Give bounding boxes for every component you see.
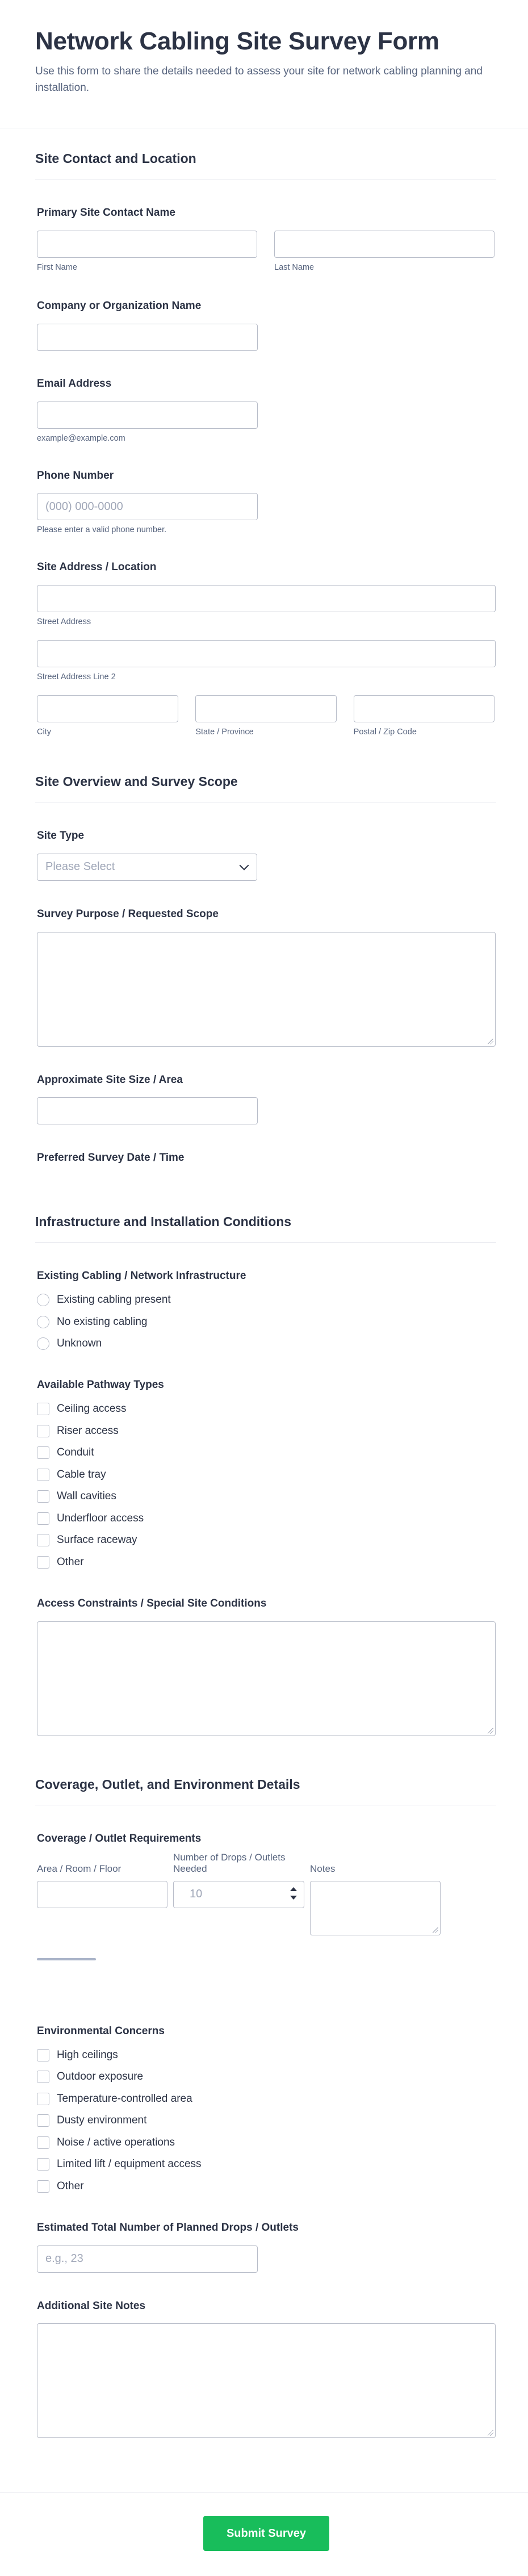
email-field xyxy=(35,377,496,443)
field-label: Additional Site Notes xyxy=(37,2299,146,2312)
option-label: Ceiling access xyxy=(57,1403,127,1415)
area-room-input[interactable] xyxy=(37,1881,167,1908)
total-drops-field xyxy=(35,2221,496,2273)
option-label: Noise / active operations xyxy=(57,2136,175,2148)
checkbox[interactable] xyxy=(37,1469,49,1481)
checkbox[interactable] xyxy=(37,2114,49,2127)
access-constraints-field xyxy=(35,1597,496,1736)
checkbox[interactable] xyxy=(37,1425,49,1437)
checkbox[interactable] xyxy=(37,2136,49,2149)
city-input[interactable] xyxy=(37,695,178,722)
select-placeholder: Please Select xyxy=(45,860,115,873)
total-drops-input[interactable]: e.g., 23 xyxy=(37,2245,258,2273)
drops-number-input[interactable] xyxy=(173,1881,304,1908)
checkbox-option[interactable] xyxy=(37,1398,495,1420)
field-label: Site Address / Location xyxy=(37,561,157,574)
option-label: Other xyxy=(57,2180,84,2192)
field-label: Email Address xyxy=(37,377,112,390)
checkbox[interactable] xyxy=(37,1403,49,1415)
stepper-down-icon[interactable] xyxy=(290,1896,297,1900)
resize-grip-icon[interactable] xyxy=(488,1039,493,1044)
checkbox-option[interactable] xyxy=(37,2044,495,2066)
survey-date-field xyxy=(35,1151,496,1165)
existing-infrastructure-field xyxy=(35,1269,496,1354)
coverage-requirements-field xyxy=(35,1832,496,1960)
survey-purpose-field xyxy=(35,908,496,1047)
field-sublabel: Street Address xyxy=(37,617,91,627)
first-name-input[interactable] xyxy=(37,231,257,258)
site-size-field xyxy=(35,1073,496,1125)
site-address-field xyxy=(35,561,496,737)
column-header: Notes xyxy=(310,1863,336,1875)
radio-option[interactable] xyxy=(37,1311,495,1333)
notes-textarea[interactable] xyxy=(310,1881,441,1935)
checkbox-option[interactable] xyxy=(37,2153,495,2176)
option-label: Dusty environment xyxy=(57,2114,147,2126)
field-sublabel: State / Province xyxy=(195,727,254,737)
zip-input[interactable] xyxy=(354,695,495,722)
section-infrastructure xyxy=(35,1214,496,1243)
site-size-input[interactable] xyxy=(37,1097,258,1124)
column-header: Area / Room / Floor xyxy=(37,1863,121,1875)
field-sublabel: example@example.com xyxy=(37,433,125,443)
option-label: No existing cabling xyxy=(57,1315,148,1328)
field-label: Coverage / Outlet Requirements xyxy=(37,1832,202,1845)
field-label: Company or Organization Name xyxy=(37,300,202,312)
field-label: Available Pathway Types xyxy=(37,1379,164,1391)
checkbox[interactable] xyxy=(37,1490,49,1503)
section-contact-location xyxy=(35,151,496,179)
field-label: Estimated Total Number of Planned Drops / Outlets xyxy=(37,2221,299,2234)
checkbox-option[interactable] xyxy=(37,2175,495,2197)
submit-button[interactable]: Submit Survey xyxy=(203,2516,329,2551)
column-header: Number of Drops / Outlets Needed xyxy=(173,1851,286,1875)
option-label: Surface raceway xyxy=(57,1534,137,1546)
access-constraints-textarea[interactable] xyxy=(37,1621,496,1736)
section-title: Site Overview and Survey Scope xyxy=(35,774,238,789)
environmental-concerns-field xyxy=(35,2025,496,2197)
field-sublabel: First Name xyxy=(37,263,77,273)
field-label: Existing Cabling / Network Infrastructure xyxy=(37,1270,246,1282)
radio-button[interactable] xyxy=(37,1337,49,1350)
checkbox-option[interactable] xyxy=(37,2088,495,2110)
phone-field xyxy=(35,469,496,535)
number-stepper[interactable] xyxy=(290,1887,297,1900)
checkbox-option[interactable] xyxy=(37,1508,495,1530)
field-sublabel: Street Address Line 2 xyxy=(37,672,116,682)
number-placeholder: 10 xyxy=(190,1888,203,1900)
checkbox-option[interactable] xyxy=(37,2131,495,2153)
email-input[interactable] xyxy=(37,402,258,429)
option-label: Limited lift / equipment access xyxy=(57,2158,202,2170)
checkbox[interactable] xyxy=(37,1446,49,1459)
section-coverage xyxy=(35,1777,496,1805)
phone-input[interactable]: (000) 000-0000 xyxy=(37,493,258,520)
radio-button[interactable] xyxy=(37,1316,49,1328)
chevron-down-icon xyxy=(240,860,249,870)
checkbox[interactable] xyxy=(37,1512,49,1525)
option-label: Riser access xyxy=(57,1424,119,1437)
section-title: Infrastructure and Installation Conditions xyxy=(35,1214,292,1230)
state-input[interactable] xyxy=(195,695,336,722)
pathway-types-field xyxy=(35,1378,496,1573)
option-label: Wall cavities xyxy=(57,1490,116,1503)
field-label: Access Constraints / Special Site Conditions xyxy=(37,1598,267,1610)
checkbox[interactable] xyxy=(37,2158,49,2171)
checkbox-option[interactable] xyxy=(37,1486,495,1508)
resize-grip-icon[interactable] xyxy=(433,1927,438,1933)
checkbox-option[interactable] xyxy=(37,1552,495,1574)
option-label: Outdoor exposure xyxy=(57,2071,144,2082)
add-row-bar[interactable] xyxy=(37,1958,96,1960)
form-subtitle: Use this form to share the details needed to assess your site for network cabling planning and installation. xyxy=(35,65,483,94)
section-title: Site Contact and Location xyxy=(35,151,196,166)
field-label: Phone Number xyxy=(37,469,114,482)
field-label: Site Type xyxy=(37,830,85,842)
stepper-up-icon[interactable] xyxy=(290,1887,297,1891)
street-address-line2-input[interactable] xyxy=(37,640,496,667)
site-type-select[interactable] xyxy=(37,854,257,881)
field-sublabel: City xyxy=(37,727,51,737)
field-sublabel: Last Name xyxy=(274,263,315,273)
option-label: Existing cabling present xyxy=(57,1294,171,1306)
checkbox[interactable] xyxy=(37,2093,49,2105)
checkbox-option[interactable] xyxy=(37,2066,495,2088)
checkbox-option[interactable] xyxy=(37,2110,495,2132)
site-type-field xyxy=(35,829,496,881)
checkbox[interactable] xyxy=(37,1534,49,1546)
radio-button[interactable] xyxy=(37,1294,49,1306)
street-address-input[interactable] xyxy=(37,585,496,612)
option-label: Temperature-controlled area xyxy=(57,2092,192,2105)
additional-notes-textarea[interactable] xyxy=(37,2323,496,2438)
option-label: Other xyxy=(57,1555,84,1568)
company-input[interactable] xyxy=(37,324,258,351)
checkbox-option[interactable] xyxy=(37,1464,495,1486)
survey-purpose-textarea[interactable] xyxy=(37,932,496,1047)
checkbox[interactable] xyxy=(37,2071,49,2083)
radio-option[interactable] xyxy=(37,1333,495,1355)
field-label: Primary Site Contact Name xyxy=(37,207,175,219)
company-field xyxy=(35,299,496,351)
option-label: Conduit xyxy=(57,1446,94,1459)
section-site-overview xyxy=(35,774,496,802)
form-footer xyxy=(0,2493,528,2576)
form-header xyxy=(0,0,528,128)
radio-option[interactable] xyxy=(37,1289,495,1311)
form-title: Network Cabling Site Survey Form xyxy=(35,27,439,55)
checkbox[interactable] xyxy=(37,2049,49,2061)
option-label: High ceilings xyxy=(57,2048,118,2061)
option-label: Unknown xyxy=(57,1337,102,1350)
option-label: Underfloor access xyxy=(57,1512,144,1524)
field-label: Environmental Concerns xyxy=(37,2025,165,2037)
field-label: Preferred Survey Date / Time xyxy=(37,1152,185,1164)
additional-notes-field xyxy=(35,2299,496,2439)
resize-grip-icon[interactable] xyxy=(488,2430,493,2436)
primary-contact-field xyxy=(35,206,496,272)
section-title: Coverage, Outlet, and Environment Details xyxy=(35,1776,300,1792)
checkbox-option[interactable] xyxy=(37,1420,495,1442)
field-sublabel: Postal / Zip Code xyxy=(353,727,417,737)
last-name-input[interactable] xyxy=(274,231,495,258)
resize-grip-icon[interactable] xyxy=(488,1728,493,1734)
checkbox[interactable] xyxy=(37,2180,49,2193)
field-label: Approximate Site Size / Area xyxy=(37,1073,183,1086)
field-label: Survey Purpose / Requested Scope xyxy=(37,908,219,920)
option-label: Cable tray xyxy=(57,1468,106,1481)
checkbox-option[interactable] xyxy=(37,1442,495,1464)
checkbox[interactable] xyxy=(37,1556,49,1569)
checkbox-option[interactable] xyxy=(37,1529,495,1552)
field-sublabel: Please enter a valid phone number. xyxy=(37,525,167,535)
